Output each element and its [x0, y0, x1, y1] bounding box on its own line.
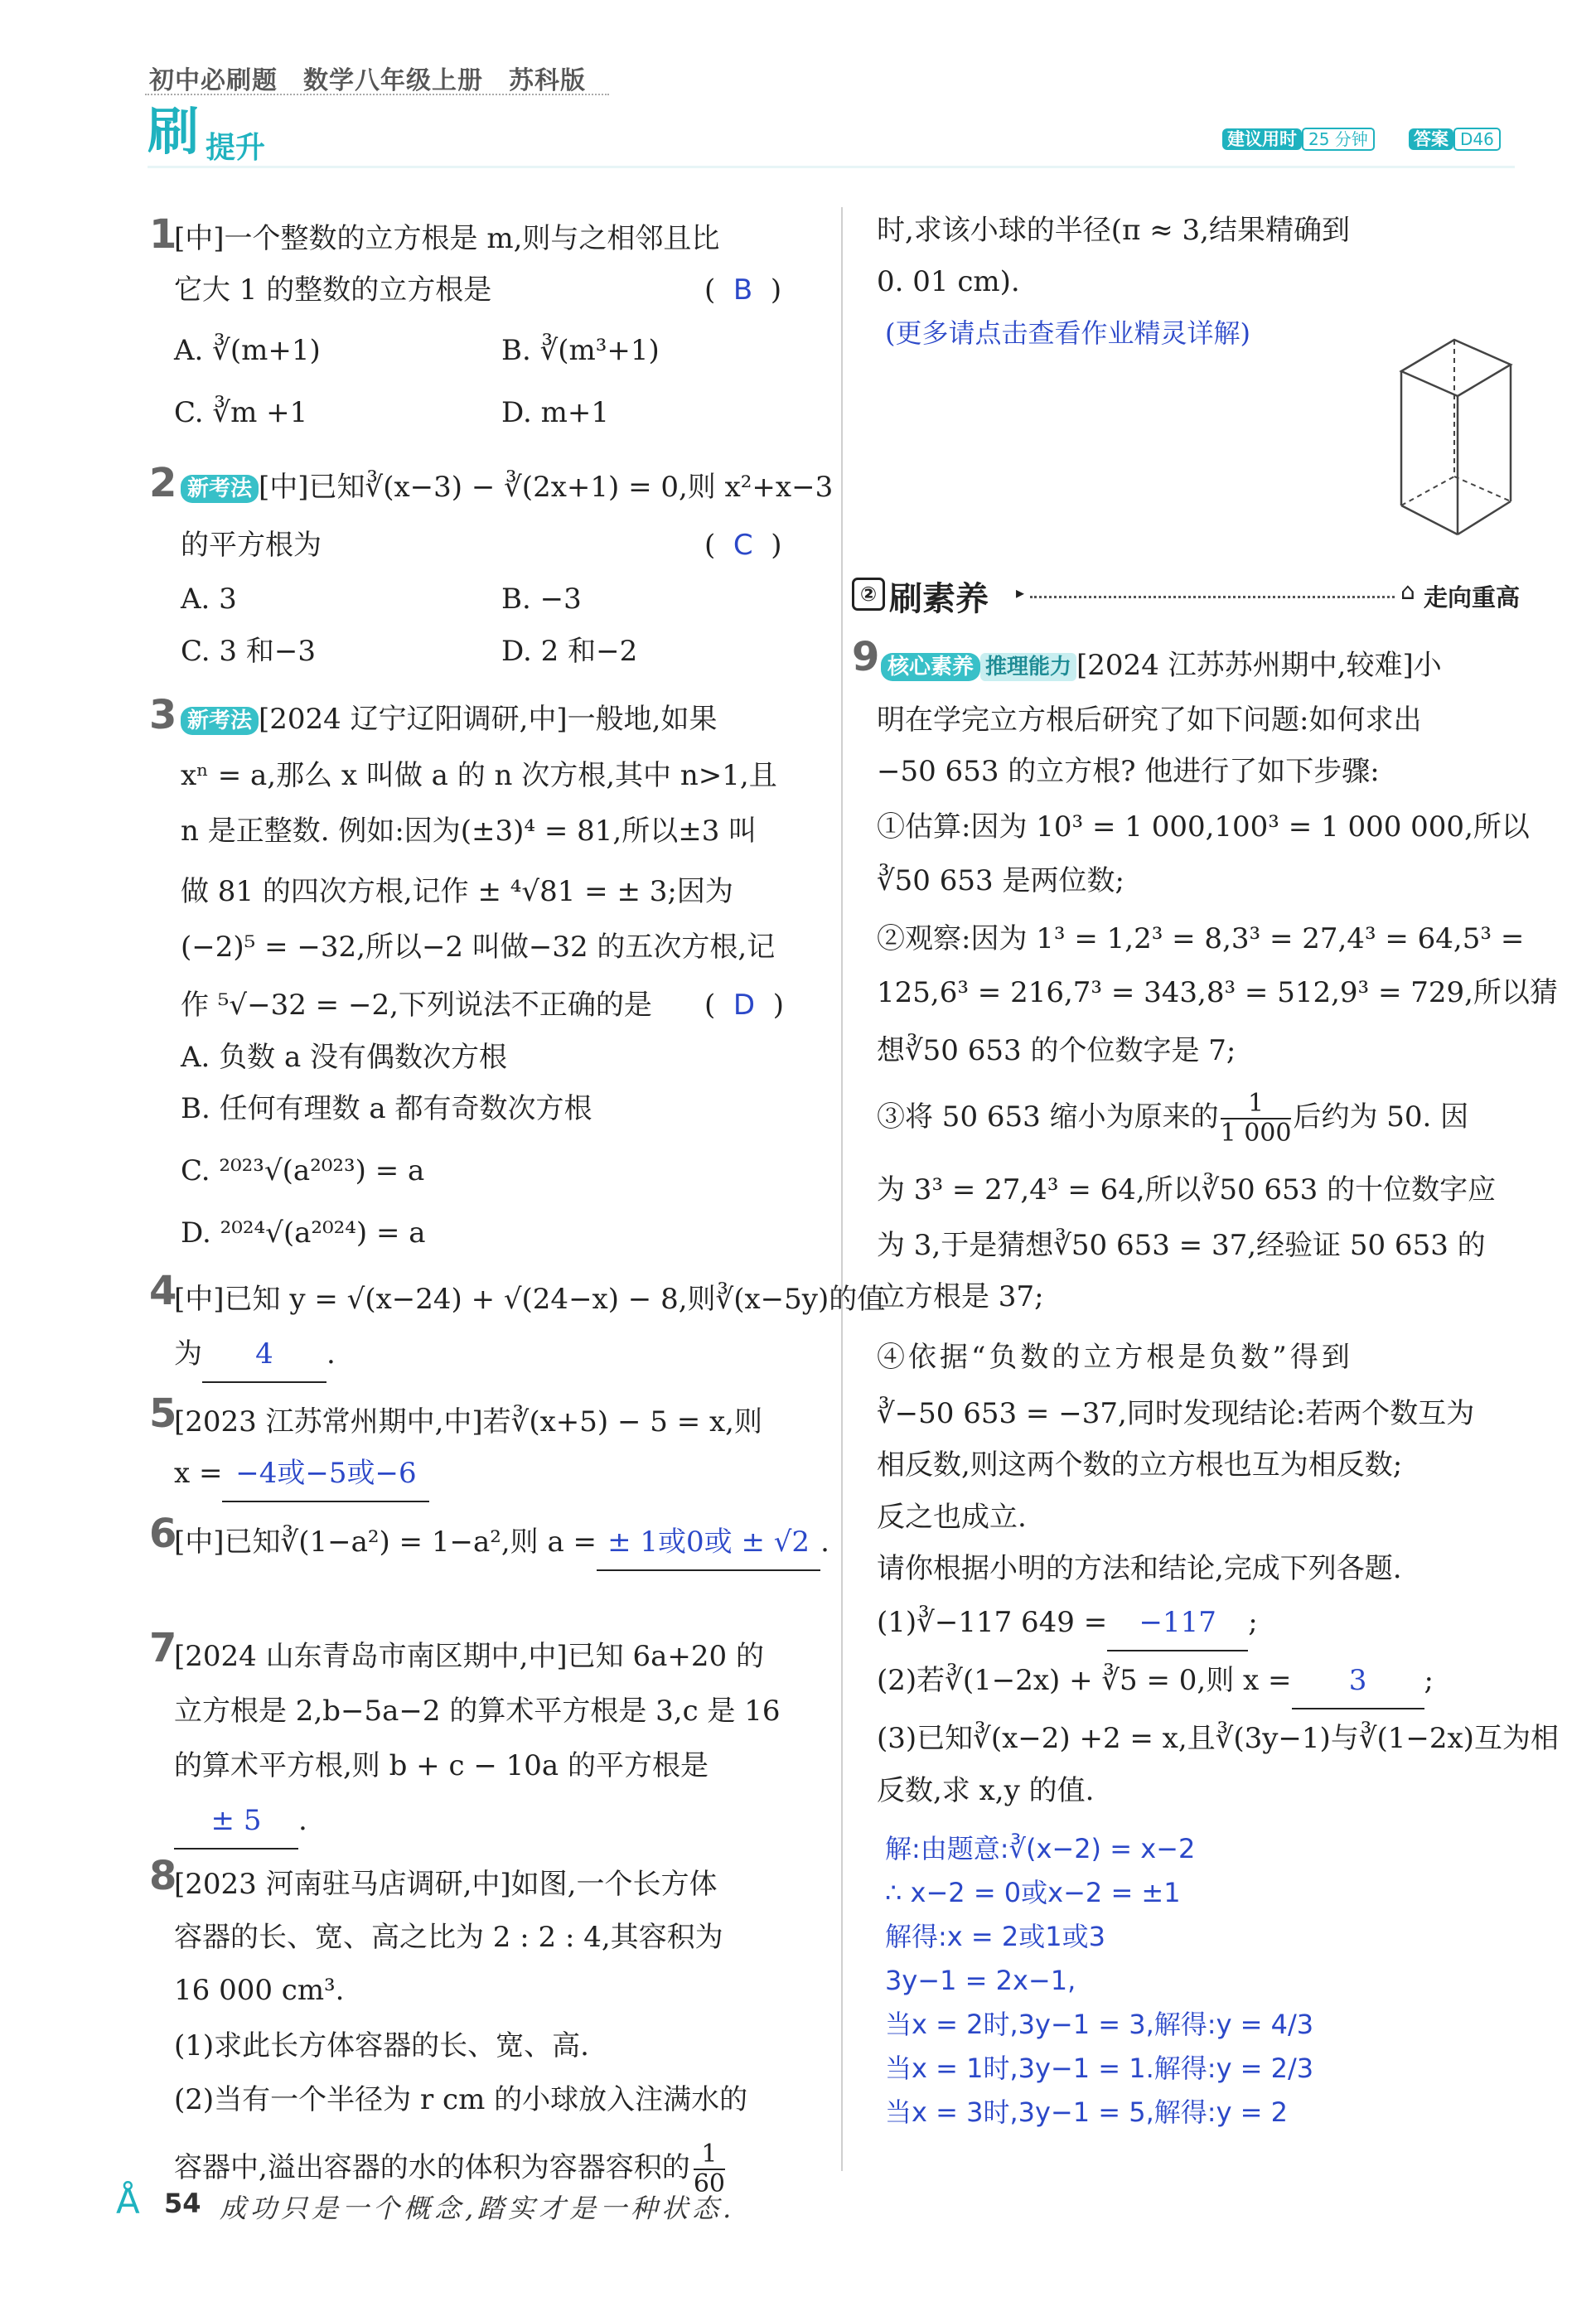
core-literacy-tag: 核心素养	[881, 653, 980, 681]
question-number: 7	[149, 1625, 177, 1671]
question-text: [中]已知 y = √(x−24) + √(24−x) − 8,则∛(x−5y)的值	[174, 1283, 886, 1316]
question-text: 它大 1 的整数的立方根是	[174, 273, 492, 307]
fill-row	[174, 1446, 429, 1502]
section-label: 提升	[206, 131, 266, 165]
answer-choice: B	[733, 273, 753, 307]
fill-row: [中]已知∛(1−a²) = 1−a²,则 a = ± 1或0或 ± √2 .	[174, 1515, 829, 1571]
solution-line: 解得:x = 2或1或3	[885, 1921, 1105, 1952]
option-a: A. ∛(m+1)	[174, 334, 321, 367]
question-5	[149, 1390, 812, 1515]
question-1	[149, 211, 812, 460]
fraction-denominator: 1 000	[1220, 1119, 1292, 1148]
question-8-continued: 时,求该小球的半径(π ≈ 3,结果精确到	[877, 214, 1350, 247]
question-text: (2)当有一个半径为 r cm 的小球放入注满水的	[174, 2083, 748, 2116]
option-c: C. ²⁰²³√(a²⁰²³) = a	[181, 1154, 425, 1187]
solution-line: 当x = 3时,3y−1 = 5,解得:y = 2	[885, 2096, 1289, 2128]
step3-row	[877, 1090, 1468, 1148]
reasoning-tag: 推理能力	[980, 653, 1076, 681]
part1-row: (1)∛−117 649 = −117 ;	[877, 1595, 1258, 1651]
cuboid-figure	[1395, 307, 1527, 547]
option-d: D. m+1	[501, 396, 610, 429]
answer-bracket: ( C )	[704, 529, 782, 562]
question-text: 做 81 的四次方根,记作 ± ⁴√81 = ± 3;因为	[181, 875, 733, 908]
footer-mascot-icon: Å	[116, 2181, 140, 2222]
answer-bracket: ( D )	[704, 989, 784, 1022]
question-text: 立方根是 37;	[877, 1280, 1044, 1313]
fill-row: 为 4 .	[174, 1327, 336, 1383]
question-number: 9	[852, 634, 880, 680]
new-method-tag: 新考法	[181, 475, 259, 503]
fraction	[1221, 1090, 1292, 1148]
book-title: 初中必刷题 数学八年级上册 苏科版	[149, 66, 586, 95]
part2-answer: 3	[1292, 1653, 1424, 1709]
question-text: [2024 江苏苏州期中,较难]小	[1076, 649, 1442, 682]
solution-line: 3y−1 = 2x−1,	[885, 1965, 1076, 1996]
question-text-row	[881, 638, 1442, 693]
question-4	[149, 1268, 886, 1395]
question-text: ③将 50 653 缩小为原来的	[877, 1100, 1219, 1134]
question-number: 3	[149, 692, 177, 738]
question-7	[149, 1625, 812, 1857]
option-b: B. ∛(m³+1)	[501, 334, 660, 367]
new-method-tag: 新考法	[181, 707, 259, 735]
suggest-label: 建议用时	[1222, 128, 1302, 150]
solution-line: ∴ x−2 = 0或x−2 = ±1	[885, 1877, 1181, 1908]
answer-bracket: ( B )	[704, 273, 782, 307]
fill-prefix: x =	[174, 1457, 223, 1490]
question-3	[149, 692, 812, 1272]
question-2	[149, 460, 834, 692]
question-number: 8	[149, 1853, 177, 1899]
fill-answer: −4或−5或−6	[222, 1446, 429, 1502]
section-arrow-icon: ▸	[1016, 583, 1025, 602]
question-text: 想∛50 653 的个位数字是 7;	[877, 1034, 1236, 1067]
brand-logo: 刷	[148, 101, 200, 162]
question-text: 为 3,于是猜想∛50 653 = 37,经验证 50 653 的	[877, 1229, 1486, 1262]
question-text: 的算术平方根,则 b + c − 10a 的平方根是	[174, 1749, 709, 1782]
option-a: A. 负数 a 没有偶数次方根	[181, 1041, 508, 1074]
solution-block	[885, 1827, 1313, 2135]
column-divider	[841, 207, 843, 2171]
time-badge	[1222, 126, 1375, 151]
question-8	[149, 1853, 812, 2205]
question-text-row	[181, 460, 833, 515]
part2-row: (2)若∛(1−2x) + ∛5 = 0,则 x = 3 ;	[877, 1653, 1434, 1709]
section-title: 刷素养	[889, 580, 989, 618]
question-text: 后约为 50. 因	[1293, 1100, 1469, 1134]
more-details-link[interactable]: (更多请点击查看作业精灵详解)	[885, 317, 1250, 349]
question-text: 相反数,则这两个数的立方根也互为相反数;	[877, 1448, 1403, 1482]
question-text-row	[181, 692, 718, 747]
option-b: B. −3	[501, 583, 582, 616]
question-number: 1	[149, 211, 177, 258]
question-text: ∛−50 653 = −37,同时发现结论:若两个数互为	[877, 1397, 1475, 1430]
question-text: 容器中,溢出容器的水的体积为容器容积的	[174, 2151, 690, 2184]
question-text: 125,6³ = 216,7³ = 343,8³ = 512,9³ = 729,所以猜	[877, 976, 1558, 1009]
question-number: 6	[149, 1511, 177, 1557]
school-icon: ⌂	[1400, 578, 1415, 605]
question-text: 反数,求 x,y 的值.	[877, 1774, 1095, 1807]
question-number: 4	[149, 1268, 177, 1314]
question-6	[149, 1511, 829, 1573]
question-text: 容器的长、宽、高之比为 2 : 2 : 4,其容积为	[174, 1921, 723, 1954]
question-text: 为 3³ = 27,4³ = 64,所以∛50 653 的十位数字应	[877, 1173, 1497, 1206]
section-icon: ②	[852, 578, 885, 611]
fill-prefix: 为	[174, 1337, 202, 1371]
question-text: ∛50 653 是两位数;	[877, 864, 1124, 897]
solution-line: 解:由题意:∛(x−2) = x−2	[885, 1833, 1196, 1864]
question-text: (3)已知∛(x−2) +2 = x,且∛(3y−1)与∛(1−2x)互为相	[877, 1722, 1559, 1755]
question-number: 2	[149, 460, 177, 506]
question-text: [2023 江苏常州期中,中]若∛(x+5) − 5 = x,则	[174, 1405, 762, 1439]
answer-page: D46	[1453, 128, 1501, 151]
question-text: 反之也成立.	[877, 1501, 1027, 1534]
fraction-numerator: 1	[694, 2140, 725, 2170]
section-dotted-line	[1030, 596, 1395, 598]
question-text: 明在学完立方根后研究了如下问题:如何求出	[877, 704, 1422, 737]
question-text: 的平方根为	[181, 529, 322, 562]
question-text: [2024 山东青岛市南区期中,中]已知 6a+20 的	[174, 1640, 764, 1673]
suggest-time: 25 分钟	[1302, 128, 1375, 151]
option-c: C. ∛m +1	[174, 396, 308, 429]
answer-label: 答案	[1409, 128, 1453, 150]
option-d: D. 2 和−2	[501, 635, 638, 668]
fill-answer: ± 5	[174, 1793, 298, 1850]
fill-row: ± 5 .	[174, 1793, 307, 1850]
question-number: 5	[149, 1390, 177, 1437]
question-text: xⁿ = a,那么 x 叫做 a 的 n 次方根,其中 n>1,且	[181, 759, 777, 792]
question-text: [中]已知∛(x−3) − ∛(2x+1) = 0,则 x²+x−3	[259, 471, 834, 504]
question-text: ①估算:因为 10³ = 1 000,100³ = 1 000 000,所以	[877, 810, 1530, 844]
question-text: (−2)⁵ = −32,所以−2 叫做−32 的五次方根,记	[181, 931, 776, 964]
question-text: ④依据“负数的立方根是负数”得到	[877, 1341, 1353, 1374]
question-text: [2024 辽宁辽阳调研,中]一般地,如果	[259, 703, 718, 736]
question-text: (2)若∛(1−2x) + ∛5 = 0,则 x =	[877, 1664, 1292, 1697]
page-number: 54	[164, 2188, 201, 2219]
question-text: [2023 河南驻马店调研,中]如图,一个长方体	[174, 1868, 718, 1901]
question-text: ②观察:因为 1³ = 1,2³ = 8,3³ = 27,4³ = 64,5³ =	[877, 922, 1525, 955]
option-a: A. 3	[181, 583, 237, 616]
fill-answer: 4	[202, 1327, 326, 1383]
question-text: 请你根据小明的方法和结论,完成下列各题.	[877, 1552, 1402, 1585]
answer-badge[interactable]	[1409, 126, 1501, 151]
question-text: 16 000 cm³.	[174, 1974, 345, 2007]
question-text: −50 653 的立方根? 他进行了如下步骤:	[877, 755, 1380, 788]
option-c: C. 3 和−3	[181, 635, 316, 668]
header-dotted-line	[145, 94, 609, 95]
fill-answer: ± 1或0或 ± √2	[597, 1515, 820, 1571]
header-rule	[148, 166, 1515, 168]
question-text: (1)求此长方体容器的长、宽、高.	[174, 2029, 589, 2062]
question-8-continued: 0. 01 cm).	[877, 265, 1020, 298]
section-header	[852, 576, 1531, 617]
solution-line: 当x = 1时,3y−1 = 1.解得:y = 2/3	[885, 2053, 1314, 2084]
question-text: 作 ⁵√−32 = −2,下列说法不正确的是	[181, 989, 652, 1022]
answer-choice: C	[733, 529, 753, 562]
solution-line: 当x = 2时,3y−1 = 3,解得:y = 4/3	[885, 2009, 1314, 2040]
question-text: (1)∛−117 649 =	[877, 1606, 1108, 1639]
answer-choice: D	[733, 989, 756, 1022]
question-text: 立方根是 2,b−5a−2 的算术平方根是 3,c 是 16	[174, 1695, 781, 1728]
fraction-numerator: 1	[1221, 1090, 1292, 1119]
option-d: D. ²⁰²⁴√(a²⁰²⁴) = a	[181, 1216, 426, 1250]
part1-answer: −117	[1107, 1595, 1248, 1651]
option-b: B. 任何有理数 a 都有奇数次方根	[181, 1092, 592, 1125]
question-text: [中]一个整数的立方根是 m,则与之相邻且比	[174, 222, 720, 255]
question-text: n 是正整数. 例如:因为(±3)⁴ = 81,所以±3 叫	[181, 815, 757, 848]
section-right-label: 走向重高	[1424, 583, 1521, 612]
question-text: [中]已知∛(1−a²) = 1−a²,则 a =	[174, 1526, 597, 1559]
left-column	[149, 211, 886, 2205]
footer-motto: 成功只是一个概念,踏实才是一种状态.	[220, 2193, 736, 2224]
fraction-denominator: 60	[693, 2169, 725, 2198]
